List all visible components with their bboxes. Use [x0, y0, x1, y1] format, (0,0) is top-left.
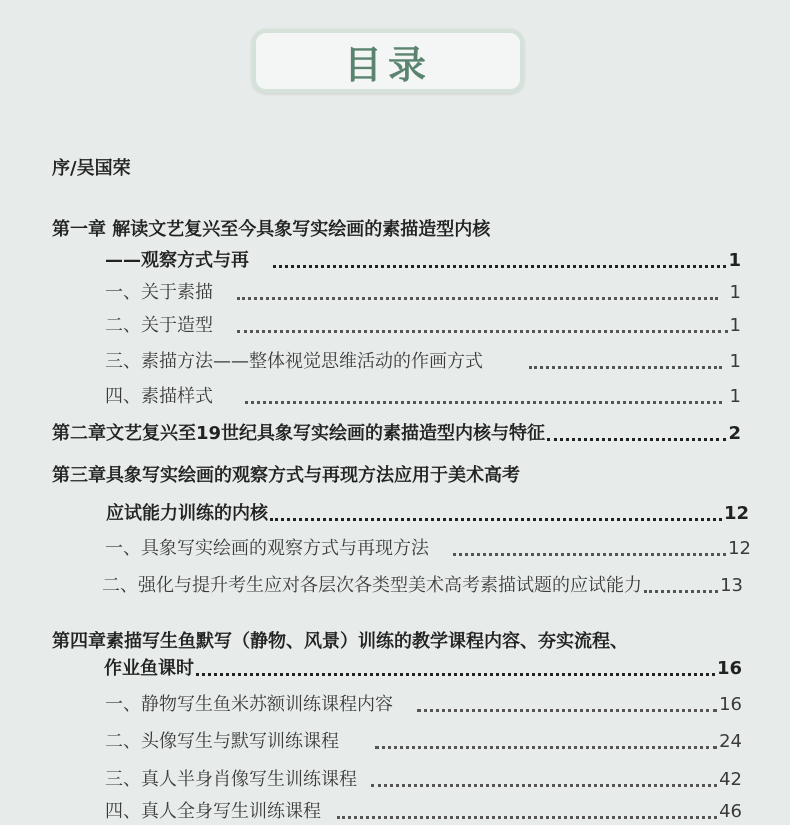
- chapter-1-title: 第一章 解读文艺复兴至今具象写实绘画的素描造型内核: [52, 219, 491, 240]
- section-page: 13: [720, 575, 743, 596]
- dot-leader: [245, 401, 722, 404]
- chapter-2-title: 第二章文艺复兴至19世纪具象写实绘画的素描造型内核与特征: [52, 423, 546, 444]
- toc-section-row: [105, 281, 741, 305]
- title-banner: [252, 29, 524, 93]
- section-label: 一、静物写生鱼米苏额训练课程内容: [105, 694, 393, 715]
- chapter-4-page: 16: [716, 658, 742, 679]
- dot-leader: [273, 265, 726, 268]
- chapter-4-subtitle-row: [104, 657, 742, 681]
- section-label: 三、素描方法——整体视觉思维活动的作画方式: [105, 351, 483, 372]
- section-page: 1: [729, 386, 741, 407]
- toc-section-row: [105, 800, 742, 824]
- toc-section-row: [105, 350, 741, 374]
- dot-leader: [547, 438, 726, 441]
- section-page: 1: [729, 315, 741, 336]
- dot-leader: [196, 673, 715, 676]
- chapter-4-subtitle: 作业鱼课时: [104, 658, 194, 679]
- toc-section-row: [102, 574, 743, 598]
- toc-section-row: [105, 537, 751, 561]
- section-page: 1: [729, 282, 741, 303]
- section-page: 46: [719, 801, 742, 822]
- section-label: 一、具象写实绘画的观察方式与再现方法: [105, 538, 429, 559]
- chapter-1-subtitle-row: [105, 249, 741, 273]
- preface-entry: 序/吴国荣: [52, 158, 131, 179]
- toc-section-row: [105, 385, 741, 409]
- chapter-1-subtitle: ——观察方式与再: [105, 250, 249, 271]
- toc-section-row: [105, 768, 742, 792]
- section-label: 一、关于素描: [105, 282, 213, 303]
- dot-leader: [453, 553, 726, 556]
- chapter-3-subtitle: 应试能力训练的内核: [106, 503, 268, 524]
- toc-title: 目录: [343, 42, 432, 87]
- chapter-2-row: [52, 422, 741, 446]
- toc-section-row: [105, 314, 741, 338]
- dot-leader: [529, 366, 722, 369]
- section-label: 四、素描样式: [105, 386, 213, 407]
- chapter-2-page: 2: [728, 423, 741, 444]
- dot-leader: [237, 297, 718, 300]
- section-page: 24: [719, 731, 742, 752]
- chapter-3-page: 12: [723, 503, 749, 524]
- dot-leader: [375, 746, 717, 749]
- section-label: 四、真人全身写生训练课程: [105, 801, 321, 822]
- chapter-1-page: 1: [728, 250, 741, 271]
- chapter-3-subtitle-row: [106, 502, 749, 526]
- dot-leader: [237, 330, 728, 333]
- section-page: 16: [719, 694, 742, 715]
- section-label: 二、强化与提升考生应对各层次各类型美术高考素描试题的应试能力: [102, 575, 642, 596]
- dot-leader: [371, 784, 717, 787]
- chapter-3-title: 第三章具象写实绘画的观察方式与再现方法应用于美术高考: [52, 465, 520, 486]
- dot-leader: [270, 518, 722, 521]
- section-label: 三、真人半身肖像写生训练课程: [105, 769, 357, 790]
- dot-leader: [644, 590, 718, 593]
- section-label: 二、头像写生与默写训练课程: [105, 731, 339, 752]
- section-page: 1: [729, 351, 741, 372]
- section-page: 42: [719, 769, 742, 790]
- toc-section-row: [105, 693, 742, 717]
- section-page: 12: [728, 538, 751, 559]
- chapter-4-title: 第四章素描写生鱼默写（静物、风景）训练的教学课程内容、夯实流程、: [52, 631, 628, 652]
- dot-leader: [337, 816, 717, 819]
- toc-section-row: [105, 730, 742, 754]
- section-label: 二、关于造型: [105, 315, 213, 336]
- dot-leader: [417, 709, 717, 712]
